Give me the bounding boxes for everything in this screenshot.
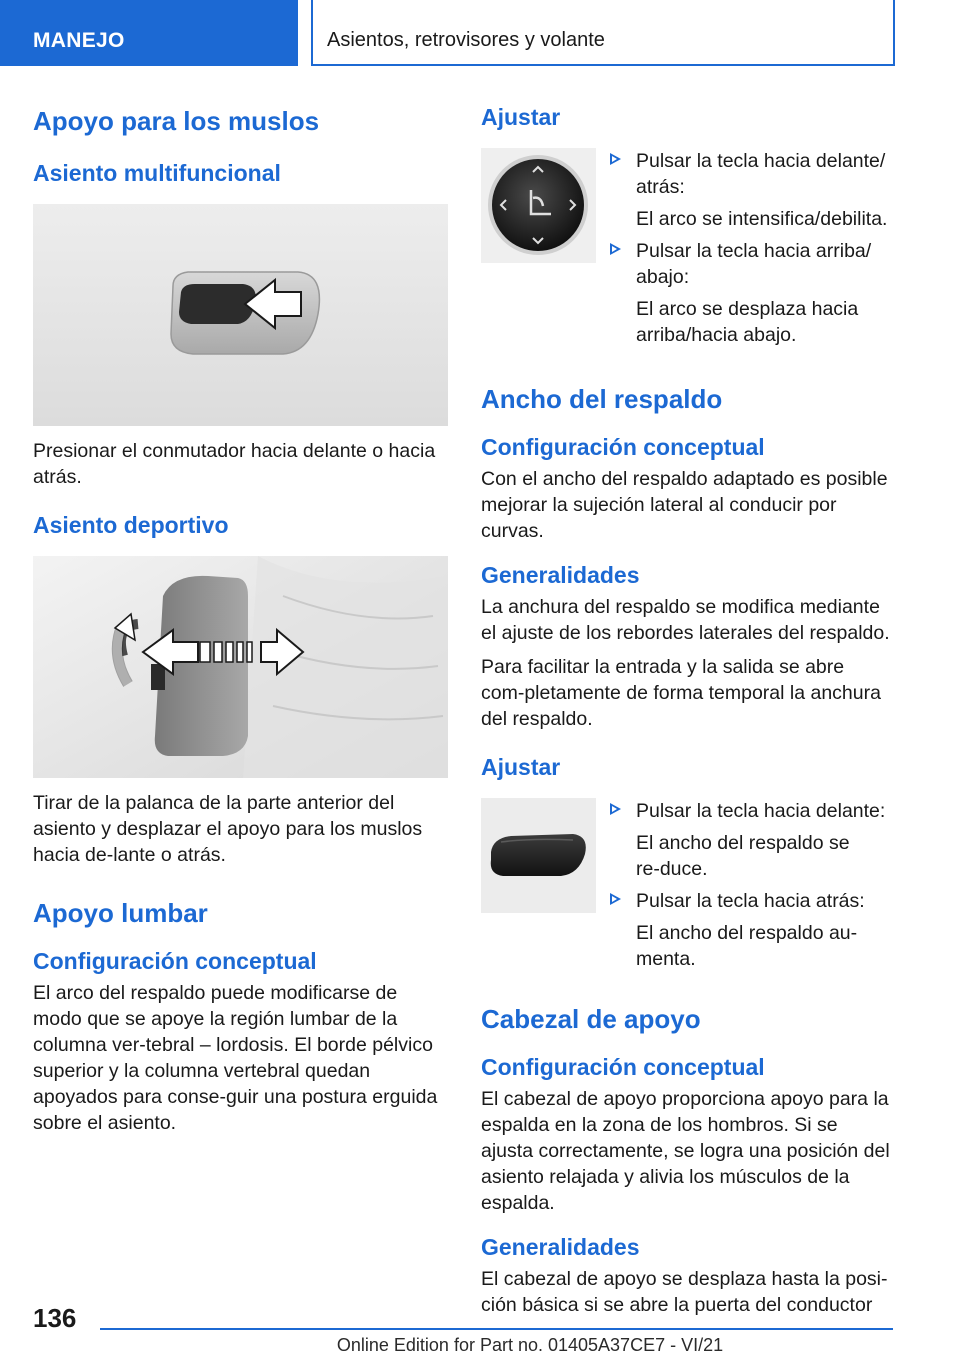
sport-seat-instruction: Tirar de la palanca de la parte anterior del asiento y desplazar el apoyo para los muslos hacia de-lante o atrás. <box>33 792 423 866</box>
edition-note: Online Edition for Part no. 01405A37CE7 - VI/21 <box>336 1335 724 1355</box>
heading-sport-seat: Asiento deportivo <box>33 512 229 538</box>
step-result: El arco se intensifica/debilita. <box>636 208 888 230</box>
step-result: El ancho del respaldo se re-duce. <box>636 832 850 880</box>
bullet-triangle-icon <box>610 153 621 165</box>
page-number: 136 <box>33 1303 77 1333</box>
lumbar-adjust-block <box>481 148 891 348</box>
heading-thigh-support: Apoyo para los muslos <box>33 106 320 136</box>
width-general-text-1: La anchura del respaldo se modifica mediante el ajuste de los rebordes laterales del respaldo. <box>481 596 890 644</box>
heading-concept-width: Configuración conceptual <box>481 434 765 460</box>
heading-concept-lumbar: Configuración conceptual <box>33 948 317 974</box>
bullet-triangle-icon <box>610 893 621 905</box>
footer-divider <box>100 1328 893 1330</box>
headrest-general-text: El cabezal de apoyo se desplaza hasta la posi-ción básica si se abre la puerta del conductor <box>481 1268 888 1316</box>
section-title: MANEJO <box>33 29 125 52</box>
step-action: Pulsar la tecla hacia atrás: <box>636 890 865 912</box>
step-action: Pulsar la tecla hacia arriba/ abajo: <box>636 240 872 288</box>
section-tab <box>0 0 298 66</box>
chapter-title: Asientos, retrovisores y volante <box>327 29 605 51</box>
width-adjust-steps <box>610 798 891 972</box>
width-adjust-block <box>481 798 891 972</box>
width-general-text-2: Para facilitar la entrada y la salida se abre com-pletamente de forma temporal la anchura del respaldo. <box>481 656 881 730</box>
step-action: Pulsar la tecla hacia delante: <box>636 800 886 822</box>
chapter-tab <box>311 0 895 66</box>
lumbar-step <box>610 148 891 232</box>
heading-general-headrest: Generalidades <box>481 1234 640 1260</box>
page-header <box>0 0 960 66</box>
step-result: El arco se desplaza hacia arriba/hacia abajo. <box>636 298 859 346</box>
width-switch-illustration <box>481 798 596 913</box>
lumbar-step <box>610 238 891 348</box>
width-switch-photo <box>481 798 596 913</box>
headrest-concept-text: El cabezal de apoyo proporciona apoyo para la espalda en la zona de los hombros. Si se ajusta correctamente, se logra una posición del asiento relajada y alivia los músculos de la espalda. <box>481 1088 890 1214</box>
bullet-triangle-icon <box>610 803 621 815</box>
width-concept-text: Con el ancho del respaldo adaptado es posible mejorar la sujeción lateral al conducir por curvas. <box>481 468 888 542</box>
lumbar-controller-illustration <box>481 148 596 263</box>
step-action: Pulsar la tecla hacia delante/ atrás: <box>636 150 886 198</box>
heading-adjust-width: Ajustar <box>481 754 561 780</box>
heading-multifunction-seat: Asiento multifuncional <box>33 160 281 186</box>
multifunction-seat-instruction: Presionar el conmutador hacia delante o hacia atrás. <box>33 440 436 488</box>
lumbar-controller-photo <box>481 148 596 263</box>
heading-general-width: Generalidades <box>481 562 640 588</box>
page-footer <box>0 1295 960 1362</box>
heading-concept-headrest: Configuración conceptual <box>481 1054 765 1080</box>
heading-lumbar-support: Apoyo lumbar <box>33 898 208 928</box>
width-step <box>610 888 891 972</box>
sport-seat-illustration <box>33 556 448 778</box>
width-step <box>610 798 891 882</box>
multifunction-seat-switch-photo <box>33 204 448 426</box>
lumbar-adjust-steps <box>610 148 891 348</box>
switch-illustration <box>33 204 448 426</box>
heading-headrest: Cabezal de apoyo <box>481 1004 701 1034</box>
bullet-triangle-icon <box>610 243 621 255</box>
step-result: El ancho del respaldo au-menta. <box>636 922 858 970</box>
right-column <box>481 100 891 1318</box>
heading-adjust-lumbar: Ajustar <box>481 104 561 130</box>
sport-seat-lever-photo <box>33 556 448 778</box>
left-column <box>33 100 448 1136</box>
heading-backrest-width: Ancho del respaldo <box>481 384 723 414</box>
lumbar-concept-text: El arco del respaldo puede modificarse de modo que se apoye la región lumbar de la columna ver-tebral – lordosis. El borde pélvico superior y la columna vertebral quedan apoyados para conse-guir una postura erguida sobre el asiento. <box>33 982 438 1134</box>
